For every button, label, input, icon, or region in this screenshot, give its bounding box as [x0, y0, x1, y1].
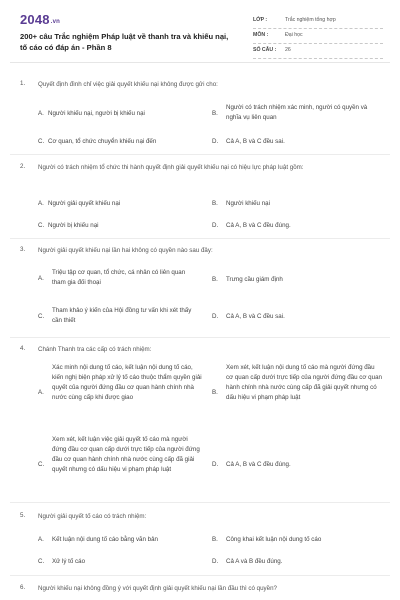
document-meta [253, 14, 383, 59]
question-text: Người giải quyết khiếu nại lần hai không có quyền nào sau đây: [38, 247, 213, 254]
question-number: 1. [20, 80, 26, 87]
question-number: 5. [20, 512, 26, 519]
question-separator [10, 502, 390, 503]
header-divider [10, 62, 390, 63]
question-separator [10, 575, 390, 576]
question-number: 3. [20, 246, 26, 253]
question-number: 2. [20, 163, 26, 170]
question-number: 4. [20, 345, 26, 352]
question-separator [10, 238, 390, 239]
question-text: Người giải quyết tố cáo có trách nhiệm: [38, 513, 147, 520]
site-logo[interactable]: 2048.vn [20, 12, 61, 27]
question-text: Người khiếu nại không đồng ý với quyết định giải quyết khiếu nại lần đầu thì có quyền? [38, 585, 277, 592]
meta-question-count: SỐ CÂU : 26 [253, 44, 383, 59]
meta-class: LỚP : Trắc nghiệm tổng hợp [253, 14, 383, 29]
question-text: Quyết định đình chỉ việc giải quyết khiếu nại không được gửi cho: [38, 81, 218, 88]
question-text: Chánh Thanh tra các cấp có trách nhiệm: [38, 346, 152, 353]
question-separator [10, 154, 390, 155]
document-title: 200+ câu Trắc nghiệm Pháp luật về thanh tra và khiếu nại, tố cáo có đáp án - Phần 8 [20, 32, 229, 52]
document-header [0, 0, 400, 62]
question-separator [10, 337, 390, 338]
question-text: Người có trách nhiệm tổ chức thi hành quyết định giải quyết khiếu nại có hiệu lực pháp luật gồm: [38, 164, 304, 171]
question-number: 6. [20, 584, 26, 591]
meta-subject: MÔN : Đại học [253, 29, 383, 44]
